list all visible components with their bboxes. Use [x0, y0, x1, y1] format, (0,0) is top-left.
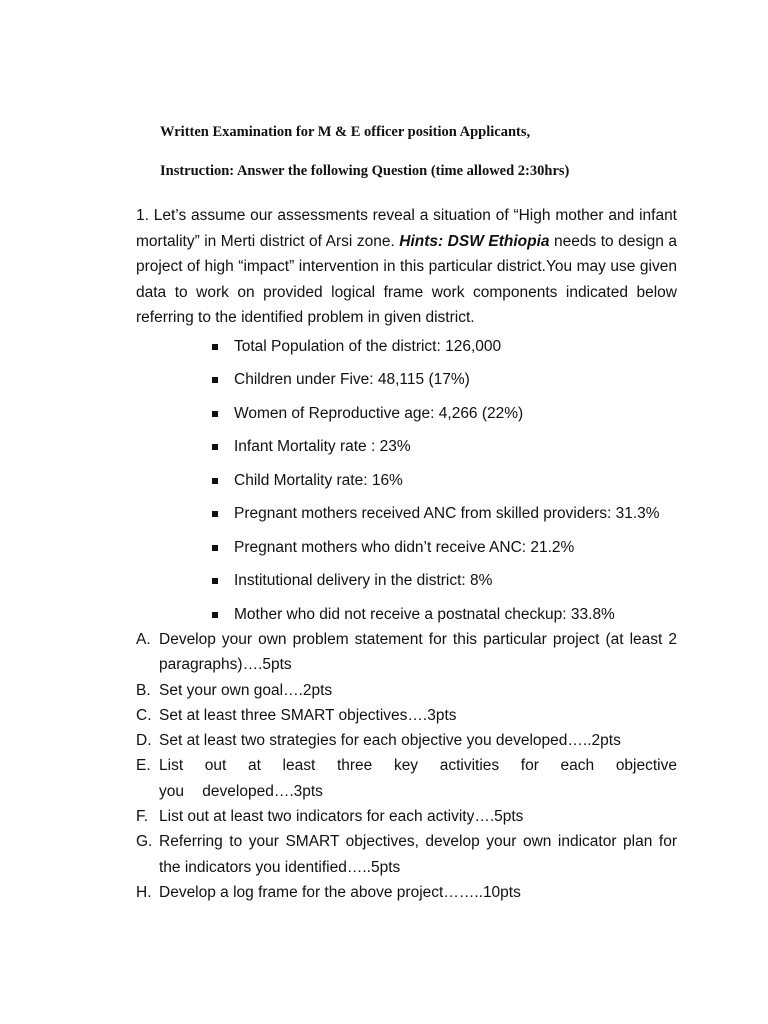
list-item: [212, 431, 660, 465]
list-item: [212, 464, 660, 498]
data-item-text: Child Mortality rate: 16%: [234, 471, 403, 489]
question-1: [136, 203, 677, 331]
question-rest: needs to design a project of high “impact” intervention in this particular district.You may use given data to work on provided logical frame work components indicated below referring to the identified problem in given district.: [136, 232, 677, 326]
task-letter: G.: [136, 833, 153, 851]
task-item: [136, 804, 677, 829]
question-hint: Hints: DSW Ethiopia: [399, 232, 550, 250]
task-letter: E.: [136, 757, 151, 775]
data-item-text: Children under Five: 48,115 (17%): [234, 371, 470, 389]
square-bullet-icon: [212, 377, 218, 383]
square-bullet-icon: [212, 478, 218, 484]
task-text: Set at least two strategies for each objective you developed…..2pts: [159, 732, 621, 750]
task-text: Referring to your SMART objectives, develop your own indicator plan for the indicators you identified…..5pts: [159, 833, 677, 876]
task-list: [136, 627, 677, 905]
task-text: Develop your own problem statement for this particular project (at least 2 paragraphs)….5pts: [159, 631, 677, 674]
data-item-text: Infant Mortality rate : 23%: [234, 438, 411, 456]
square-bullet-icon: [212, 511, 218, 517]
list-item: [212, 364, 660, 398]
list-item: [212, 531, 660, 565]
task-letter: C.: [136, 706, 152, 724]
data-item-text: Women of Reproductive age: 4,266 (22%): [234, 404, 524, 422]
list-item: [212, 565, 660, 599]
data-item-text: Total Population of the district: 126,000: [234, 337, 502, 355]
square-bullet-icon: [212, 344, 218, 350]
data-item-text: Institutional delivery in the district: 8%: [234, 572, 493, 590]
square-bullet-icon: [212, 444, 218, 450]
square-bullet-icon: [212, 578, 218, 584]
task-text: Develop a log frame for the above project……..10pts: [159, 883, 521, 901]
task-item: [136, 829, 677, 880]
task-item: [136, 703, 677, 728]
task-letter: A.: [136, 631, 151, 648]
question-intro: 1. Let’s assume our assessments reveal a situation of “High mother and infant mortality” in Merti district of Arsi zone.: [136, 207, 677, 250]
square-bullet-icon: [212, 411, 218, 417]
list-item: [212, 330, 660, 364]
task-text: List out at least three key activities for each objective you developed….3pts: [159, 757, 677, 800]
task-item: [136, 627, 677, 678]
task-letter: D.: [136, 732, 152, 750]
district-data-list: [212, 330, 660, 632]
data-item-text: Pregnant mothers who didn’t receive ANC: 21.2%: [234, 538, 575, 556]
square-bullet-icon: [212, 612, 218, 618]
task-letter: B.: [136, 681, 151, 699]
square-bullet-icon: [212, 545, 218, 551]
task-item: [136, 678, 677, 703]
task-item: [136, 880, 677, 905]
data-item-text: Mother who did not receive a postnatal checkup: 33.8%: [234, 605, 615, 623]
task-text: Set at least three SMART objectives….3pts: [159, 706, 457, 724]
task-item: [136, 728, 677, 753]
task-letter: H.: [136, 883, 152, 901]
data-item-text: Pregnant mothers received ANC from skilled providers: 31.3%: [234, 505, 660, 523]
list-item: [212, 498, 660, 532]
task-text: List out at least two indicators for each activity….5pts: [159, 808, 524, 826]
task-item: [136, 753, 677, 804]
list-item: [212, 397, 660, 431]
exam-instruction: Instruction: Answer the following Question (time allowed 2:30hrs): [160, 163, 570, 179]
task-letter: F.: [136, 808, 149, 826]
task-text: Set your own goal….2pts: [159, 681, 333, 699]
exam-title: Written Examination for M & E officer position Applicants,: [160, 124, 531, 140]
